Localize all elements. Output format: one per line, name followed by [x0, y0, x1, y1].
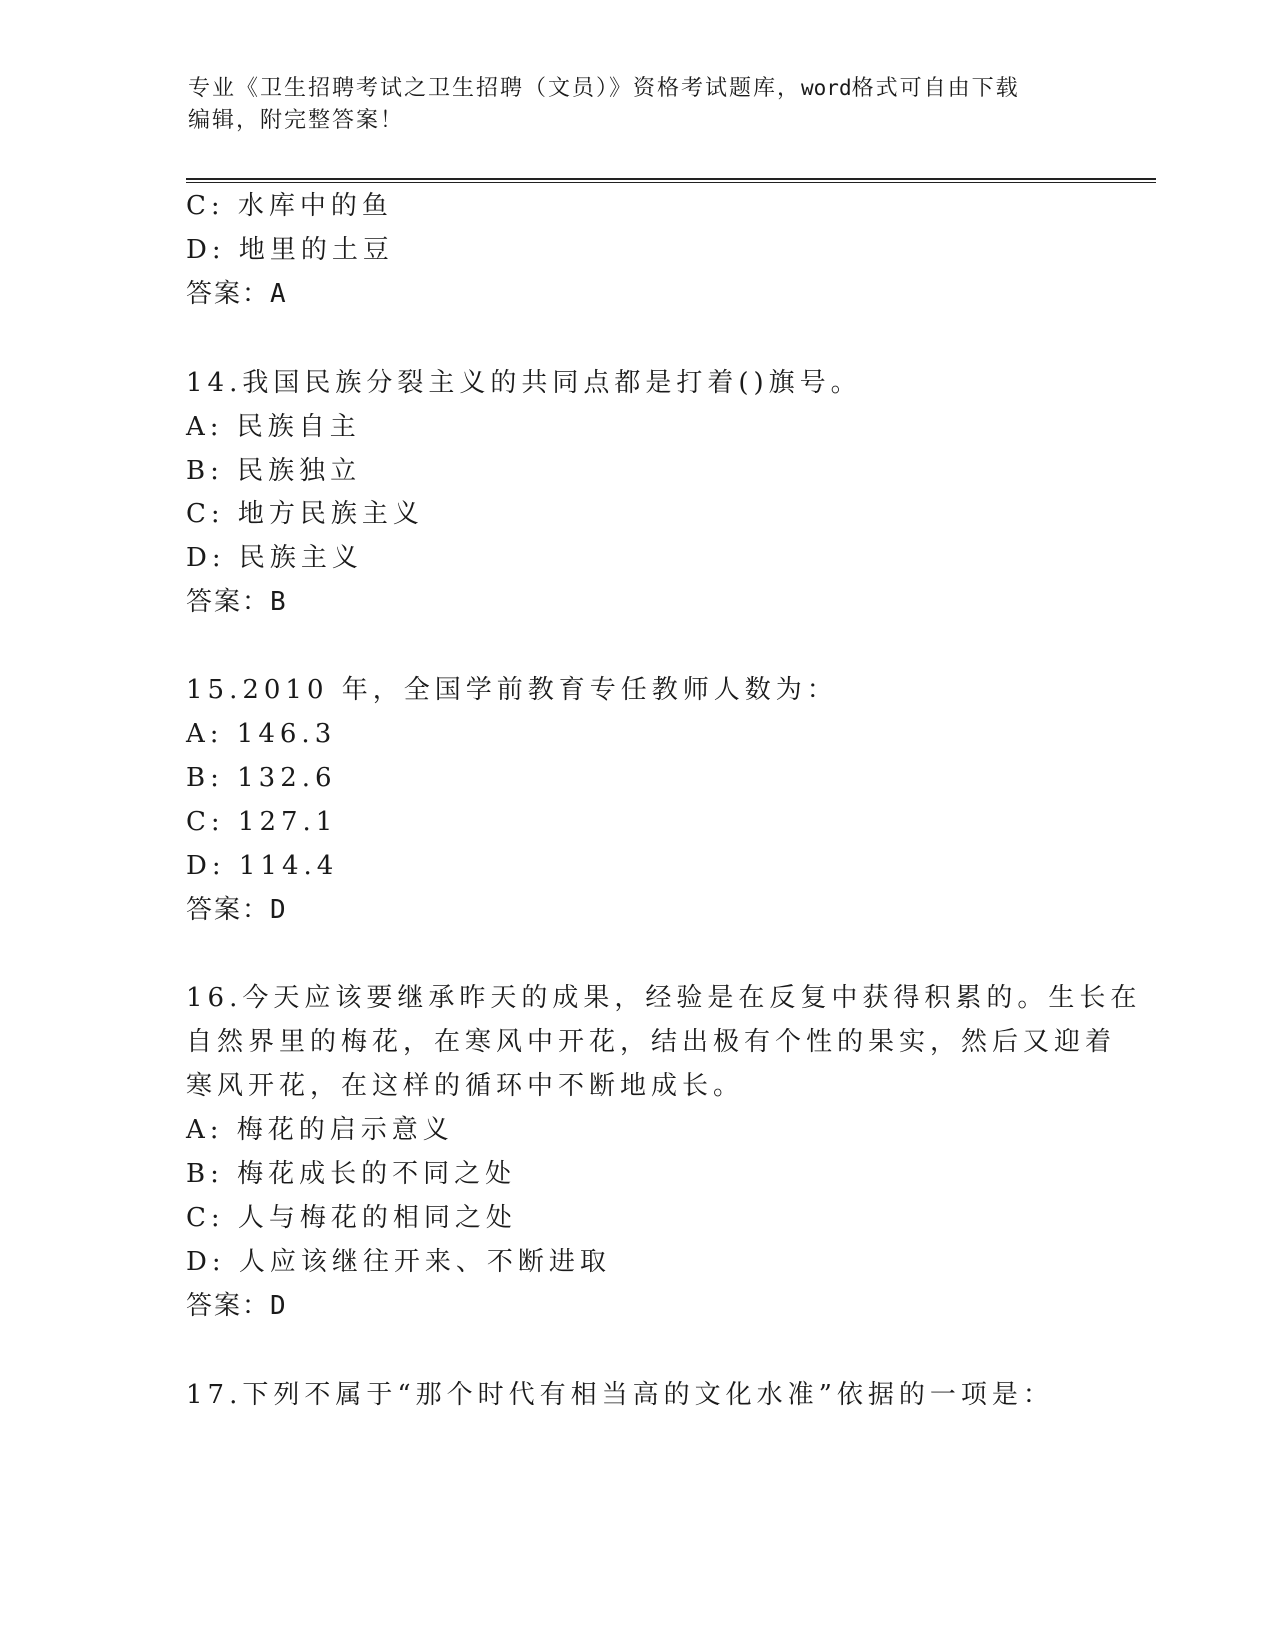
q15-option-c: C: 127.1 — [186, 807, 338, 837]
answer-value: B — [270, 587, 286, 617]
q14-question: 14.我国民族分裂主义的共同点都是打着()旗号。 — [186, 368, 862, 398]
q16-option-b: B: 梅花成长的不同之处 — [186, 1159, 517, 1189]
q16-option-a: A: 梅花的启示意义 — [186, 1115, 454, 1145]
q15-answer — [186, 893, 286, 927]
answer-label: 答案： — [186, 895, 271, 925]
q17-question: 17.下列不属于“那个时代有相当高的文化水准”依据的一项是： — [186, 1380, 1054, 1410]
header-text-after: 格式可自由下载 — [851, 76, 1020, 101]
document-header — [188, 72, 1088, 137]
header-rule-thick — [186, 178, 1156, 180]
q16-question-line-2: 自然界里的梅花，在寒风中开花，结出极有个性的果实，然后又迎着 — [186, 1027, 1117, 1057]
answer-label: 答案： — [186, 279, 271, 309]
q14-answer — [186, 585, 286, 619]
q15-question: 15.2010 年，全国学前教育专任教师人数为： — [186, 675, 838, 705]
q16-option-d: D: 人应该继往开来、不断进取 — [186, 1247, 611, 1277]
header-word: word — [801, 76, 852, 100]
header-line-1 — [188, 72, 1088, 105]
q14-option-d: D: 民族主义 — [186, 543, 363, 573]
answer-value: D — [270, 895, 286, 925]
q15-option-b: B: 132.6 — [186, 763, 337, 793]
answer-label: 答案： — [186, 587, 271, 617]
q14-option-b: B: 民族独立 — [186, 456, 362, 486]
q16-option-c: C: 人与梅花的相同之处 — [186, 1203, 517, 1233]
answer-value: D — [270, 1291, 286, 1321]
answer-value: A — [270, 279, 286, 309]
q14-option-c: C: 地方民族主义 — [186, 499, 424, 529]
answer-label: 答案： — [186, 1291, 271, 1321]
q14-option-a: A: 民族自主 — [186, 412, 361, 442]
header-line-2: 编辑，附完整答案！ — [188, 108, 405, 133]
q15-option-d: D: 114.4 — [186, 851, 339, 881]
q13-option-c: C: 水库中的鱼 — [186, 191, 393, 221]
q13-option-d: D: 地里的土豆 — [186, 235, 394, 265]
header-rule-thin — [186, 182, 1156, 183]
header-text-before: 专业《卫生招聘考试之卫生招聘（文员）》资格考试题库， — [188, 76, 802, 101]
q16-answer — [186, 1289, 286, 1323]
q16-question-line-1: 16.今天应该要继承昨天的成果，经验是在反复中获得积累的。生长在 — [186, 983, 1142, 1013]
q13-answer — [186, 277, 286, 311]
q16-question-line-3: 寒风开花，在这样的循环中不断地成长。 — [186, 1071, 745, 1101]
q15-option-a: A: 146.3 — [186, 719, 337, 749]
